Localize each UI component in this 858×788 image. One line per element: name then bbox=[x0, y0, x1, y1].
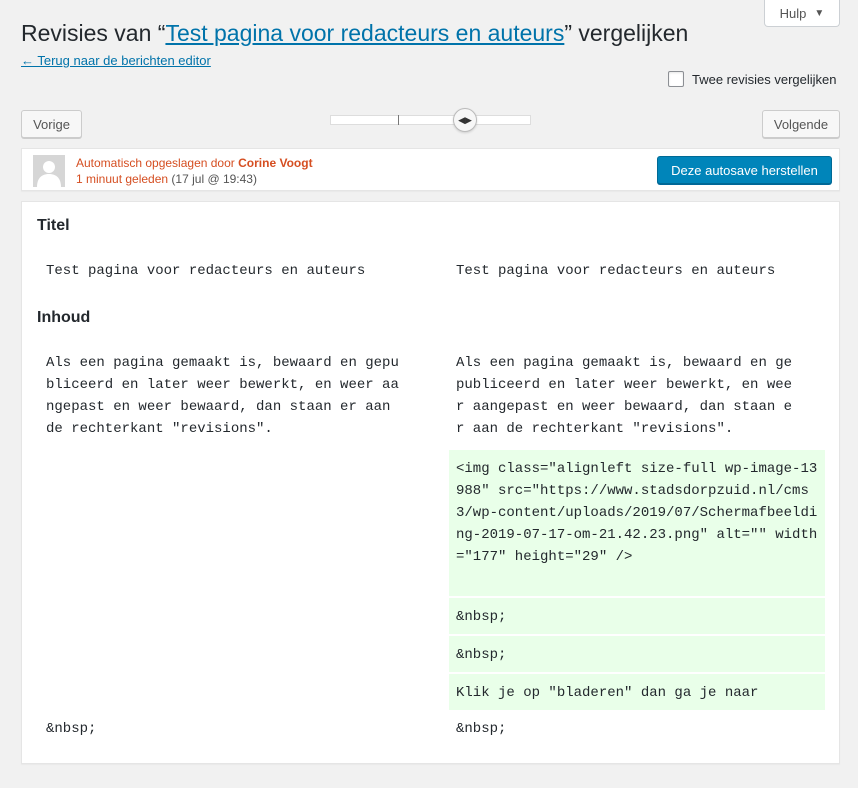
author-name: Corine Voogt bbox=[238, 156, 313, 170]
revision-slider[interactable] bbox=[330, 115, 531, 125]
added-line: &nbsp; bbox=[449, 598, 825, 634]
back-to-editor-link[interactable]: ← Terug naar de berichten editor bbox=[21, 53, 211, 68]
page-title bbox=[21, 18, 688, 48]
title-suffix: ” vergelijken bbox=[564, 20, 689, 46]
title-section-heading: Titel bbox=[37, 217, 70, 234]
content-new: Als een pagina gemaakt is, bewaard en gepubliceerd en later weer bewerkt, en weer aangepast en weer bewaard, dan staan er aan de rechterkant "revisions". bbox=[456, 355, 793, 437]
content-section-heading: Inhoud bbox=[37, 309, 91, 326]
added-line: <img class="alignleft size-full wp-image-13988" src="https://www.stadsdorpzuid.nl/cms3/wp-content/uploads/2019/07/Schermafbeelding-2019-07-17-om-21.42.23.png" alt="" width="177" height="29" /> bbox=[449, 450, 825, 596]
saved-by-prefix: Automatisch opgeslagen door bbox=[76, 156, 235, 170]
revision-author-info bbox=[76, 155, 313, 187]
last-line-old: &nbsp; bbox=[46, 721, 97, 737]
revision-date: (17 jul @ 19:43) bbox=[171, 172, 257, 186]
title-new: Test pagina voor redacteurs en auteurs bbox=[456, 263, 776, 279]
saved-by-line bbox=[76, 155, 313, 171]
next-button[interactable]: Volgende bbox=[762, 110, 840, 138]
help-button[interactable] bbox=[764, 0, 840, 27]
previous-button[interactable]: Vorige bbox=[21, 110, 82, 138]
title-old: Test pagina voor redacteurs en auteurs bbox=[46, 263, 366, 279]
help-label: Hulp bbox=[779, 5, 807, 21]
revision-meta bbox=[21, 148, 840, 191]
compare-two-checkbox[interactable] bbox=[668, 71, 684, 87]
compare-two-toggle[interactable] bbox=[668, 71, 837, 87]
caret-down-icon: ▼ bbox=[814, 7, 825, 19]
title-prefix: Revisies van “ bbox=[21, 20, 166, 46]
arrows-horizontal-icon: ◀▶ bbox=[458, 114, 472, 125]
restore-autosave-button[interactable]: Deze autosave herstellen bbox=[657, 156, 832, 184]
slider-handle[interactable] bbox=[453, 108, 477, 132]
avatar bbox=[33, 155, 65, 187]
diff-panel bbox=[21, 201, 840, 764]
added-line: Klik je op "bladeren" dan ga je naar bbox=[449, 674, 825, 710]
slider-tick bbox=[398, 115, 399, 125]
content-old: Als een pagina gemaakt is, bewaard en gepubliceerd en later weer bewerkt, en weer aangepast en weer bewaard, dan staan er aan de rechterkant "revisions". bbox=[46, 355, 399, 437]
time-line bbox=[76, 171, 313, 187]
post-title-link[interactable]: Test pagina voor redacteurs en auteurs bbox=[165, 20, 565, 46]
last-line-new: &nbsp; bbox=[456, 721, 507, 737]
added-line: &nbsp; bbox=[449, 636, 825, 672]
compare-two-label: Twee revisies vergelijken bbox=[692, 71, 837, 87]
time-ago: 1 minuut geleden bbox=[76, 172, 169, 186]
